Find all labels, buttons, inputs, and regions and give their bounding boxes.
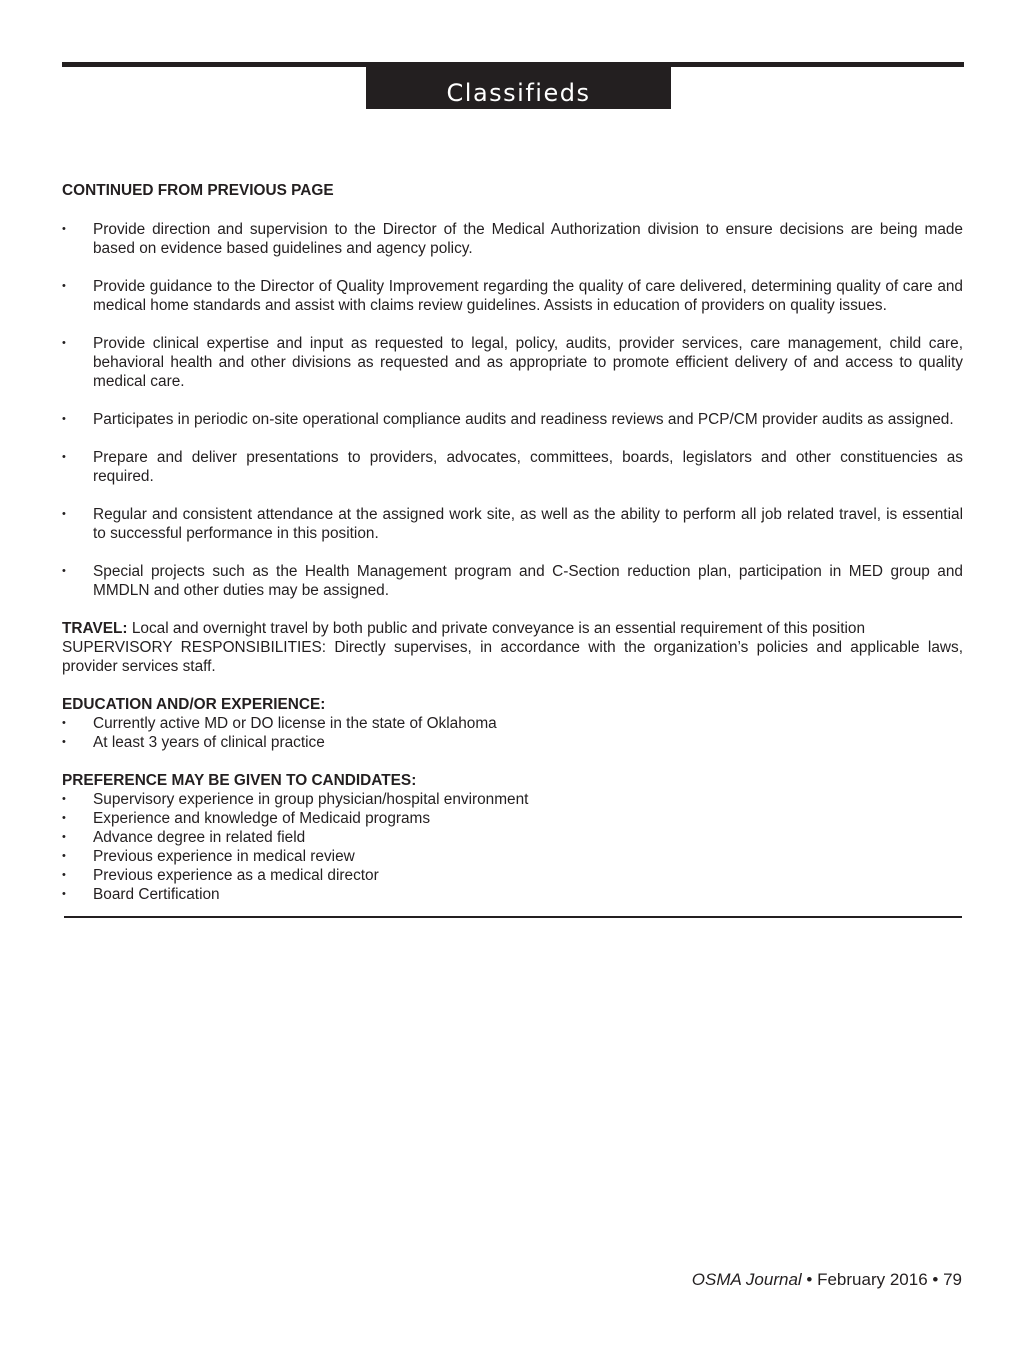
issue-date: February 2016 (817, 1270, 928, 1289)
list-item: • Regular and consistent attendance at the assigned work site, as well as the ability to perform all job related travel, is essential to successful performance in this position. (62, 505, 963, 543)
list-item: • Prepare and deliver presentations to providers, advocates, committees, boards, legislators and other constituencies as required. (62, 448, 963, 486)
travel-text: Local and overnight travel by both public and private conveyance is an essential requirement of this position (127, 620, 866, 637)
section-title: Classifieds (366, 64, 671, 109)
travel-paragraph (62, 619, 963, 638)
list-item: • Supervisory experience in group physician/hospital environment (62, 790, 963, 809)
supervisory-paragraph: SUPERVISORY RESPONSIBILITIES: Directly supervises, in accordance with the organization’s policies and applicable laws, provider services staff. (62, 639, 963, 675)
list-item: • Provide direction and supervision to the Director of the Medical Authorization division to ensure decisions are being made based on evidence based guidelines and agency policy. (62, 220, 963, 258)
footer-rule (64, 916, 962, 918)
list-item: • Special projects such as the Health Management program and C-Section reduction plan, participation in MED group and MMDLN and other duties may be assigned. (62, 562, 963, 600)
preference-list (62, 790, 963, 904)
duties-list (62, 220, 963, 600)
page-footer (692, 1270, 962, 1290)
education-list (62, 714, 963, 752)
list-item: • Provide guidance to the Director of Quality Improvement regarding the quality of care delivered, determining quality of care and medical home standards and assist with claims review guidelines. Assists in education of providers on quality issues. (62, 277, 963, 315)
list-item: • Provide clinical expertise and input as requested to legal, policy, audits, provider services, care management, child care, behavioral health and other divisions as requested and as appropriate to promote efficient delivery of and access to quality medical care. (62, 334, 963, 391)
preference-heading: PREFERENCE MAY BE GIVEN TO CANDIDATES: (62, 772, 417, 789)
page-number: 79 (943, 1270, 962, 1289)
list-item: • Experience and knowledge of Medicaid programs (62, 809, 963, 828)
list-item: • Currently active MD or DO license in the state of Oklahoma (62, 714, 963, 733)
continued-label: CONTINUED FROM PREVIOUS PAGE (62, 182, 334, 199)
list-item: • Previous experience in medical review (62, 847, 963, 866)
education-heading: EDUCATION AND/OR EXPERIENCE: (62, 696, 326, 713)
list-item: • Board Certification (62, 885, 963, 904)
journal-name: OSMA Journal (691, 1270, 802, 1289)
list-item: • Participates in periodic on-site operational compliance audits and readiness reviews and PCP/CM provider audits as assigned. (62, 410, 963, 429)
list-item: • Advance degree in related field (62, 828, 963, 847)
footer-separator: • (801, 1270, 818, 1289)
article-body (62, 181, 963, 904)
travel-label: TRAVEL: (62, 620, 128, 637)
footer-separator: • (927, 1270, 944, 1289)
list-item: • Previous experience as a medical director (62, 866, 963, 885)
list-item: • At least 3 years of clinical practice (62, 733, 963, 752)
